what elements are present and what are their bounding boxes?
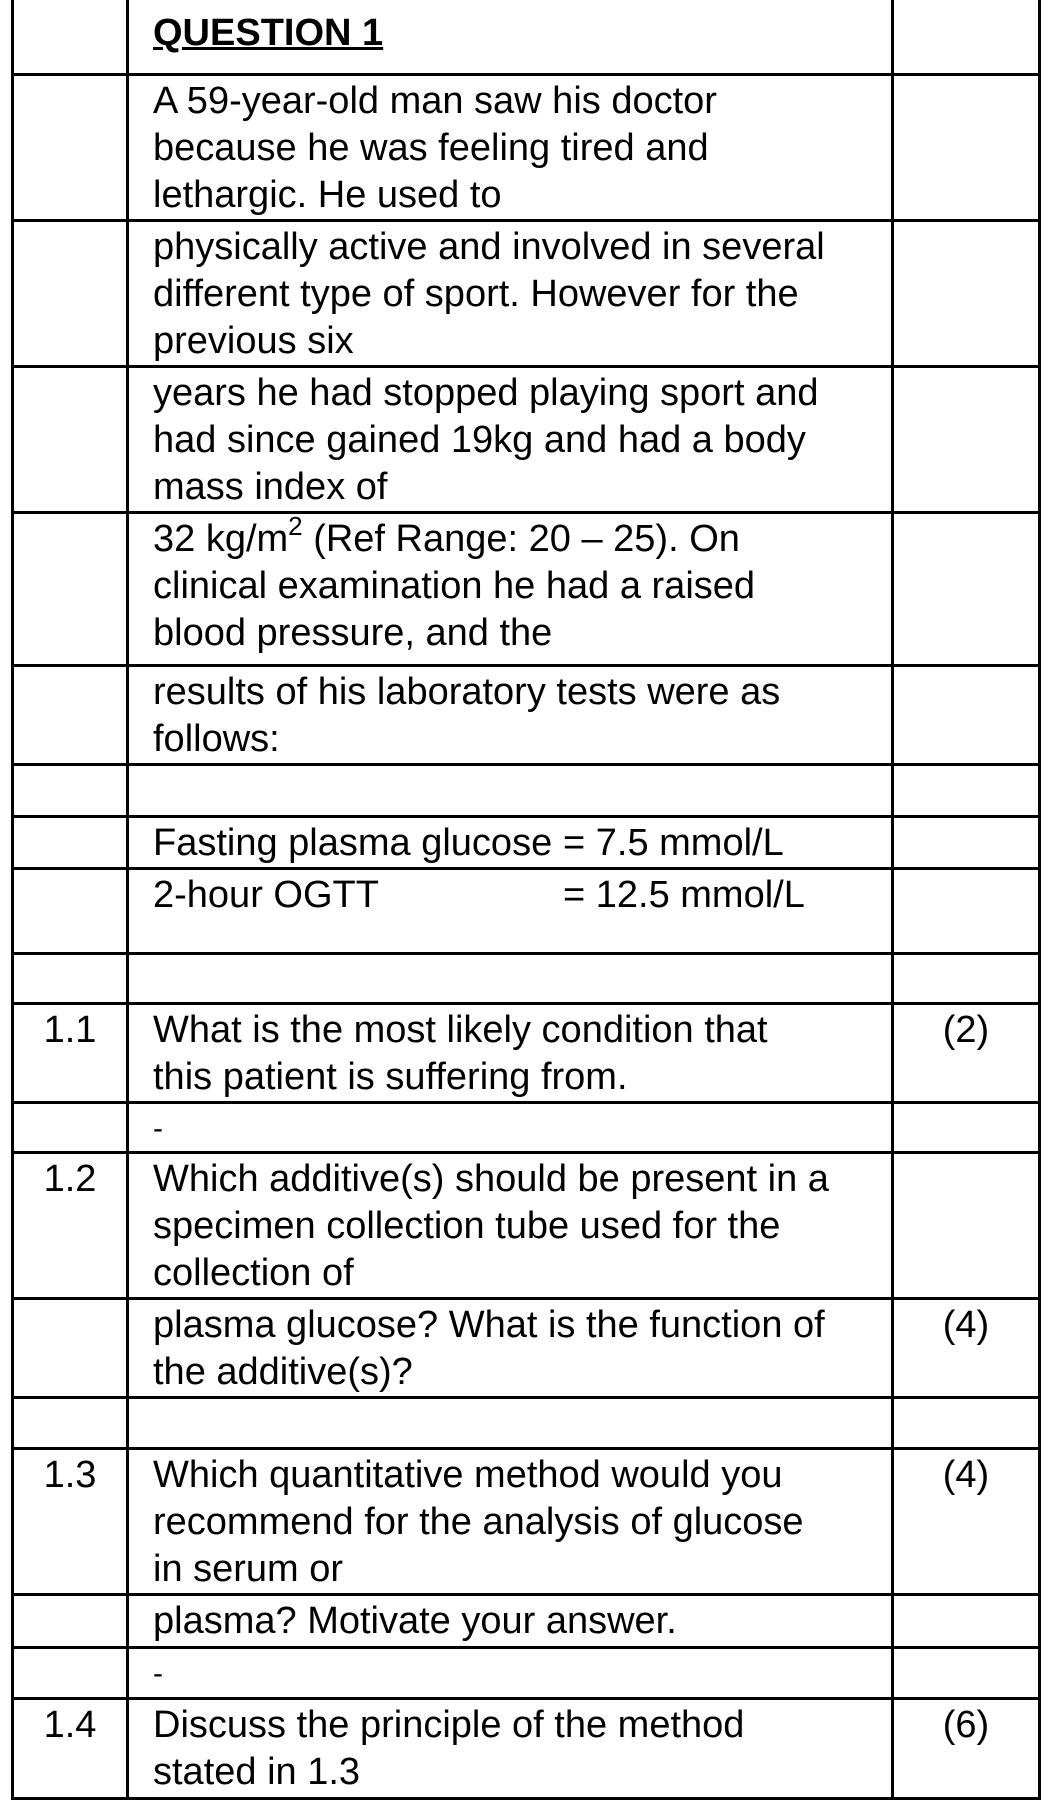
case-line: mass index of [153,466,388,508]
text-cell [128,367,893,513]
case-line: A 59-year-old man saw his doctor [153,80,717,122]
text-cell [128,1153,893,1299]
marks-cell [893,1004,1040,1103]
marks-cell [893,1648,1040,1699]
question-text [129,1450,891,1593]
marks-cell [893,1699,1040,1799]
lab-result [129,870,891,919]
number-cell [13,1699,128,1799]
question-marks: (4) [942,1304,990,1346]
question-heading: QUESTION 1 [153,12,384,54]
question-marks: (4) [942,1454,990,1496]
bmi-line [153,512,881,563]
case-line: results of his laboratory tests were as [153,671,781,713]
marks-cell [893,1595,1040,1648]
marks-cell [893,666,1040,765]
table-row-case [13,513,1040,666]
table-row-case [13,367,1040,513]
question-line: What is the most likely condition that [153,1009,768,1051]
number-cell [13,1299,128,1398]
case-text-2 [129,222,891,365]
marks-cell [893,1103,1040,1153]
number-cell [13,1103,128,1153]
table-row-question [13,1153,1040,1299]
number-cell [13,765,128,817]
table-row-question [13,1004,1040,1103]
text-cell [128,666,893,765]
case-line: follows: [153,718,280,760]
number-cell [13,221,128,367]
marks-cell [893,0,1040,75]
table-row-case [13,666,1040,765]
marks-cell [893,765,1040,817]
number-cell [13,1153,128,1299]
question-line: the additive(s)? [153,1351,413,1393]
text-cell [128,869,893,954]
marks-cell [893,817,1040,869]
table-row-question [13,1699,1040,1799]
number-cell [13,954,128,1004]
text-cell [128,1595,893,1648]
question-text [129,1154,891,1297]
number-cell [13,869,128,954]
question-line: Which additive(s) should be present in a [153,1158,829,1200]
case-line: different type of sport. However for the [153,273,799,315]
text-cell [128,75,893,221]
question-line: this patient is suffering from. [153,1056,628,1098]
table-row-lab [13,869,1040,954]
question-text [129,1005,891,1101]
question-text [129,1700,891,1796]
case-line: previous six [153,320,354,362]
bmi-reference: (Ref Range: 20 – 25). On [302,518,740,560]
table-row-spacer [13,1648,1040,1699]
question-line: plasma? Motivate your answer. [153,1600,677,1642]
bmi-value: 32 kg/m [153,518,289,560]
number-cell [13,1398,128,1449]
text-cell [128,513,893,666]
marks-cell [893,869,1040,954]
question-line: collection of [153,1252,354,1294]
marks-cell [893,221,1040,367]
lab-value: = 12.5 mmol/L [563,874,805,916]
marks-cell [893,367,1040,513]
case-line: because he was feeling tired and [153,127,709,169]
lab-name: 2-hour OGTT [153,874,379,916]
marks-cell [893,1398,1040,1449]
question-marks: (2) [942,1009,990,1051]
marks-cell [893,1299,1040,1398]
number-cell [13,1595,128,1648]
text-cell [128,765,893,817]
marks-cell [893,1449,1040,1595]
question-number: 1.2 [43,1158,97,1200]
question-line: stated in 1.3 [153,1751,361,1793]
question-line: specimen collection tube used for the [153,1205,781,1247]
table-row-spacer [13,954,1040,1004]
question-table [11,0,1041,1800]
table-row-question-cont [13,1595,1040,1648]
question-number: 1.3 [43,1454,97,1496]
case-text-1 [129,76,891,219]
text-cell [128,0,893,75]
number-cell [13,666,128,765]
table-row-question [13,1449,1040,1595]
question-line: plasma glucose? What is the function of [153,1304,825,1346]
lab-name: Fasting plasma glucose [153,822,553,864]
spacer-dash: - [153,1657,163,1690]
text-cell [128,1299,893,1398]
table-row-spacer [13,1103,1040,1153]
case-line: lethargic. He used to [153,174,502,216]
question-marks: (6) [942,1704,990,1746]
text-cell [128,817,893,869]
number-cell [13,0,128,75]
text-cell [128,1398,893,1449]
question-text [129,1596,891,1645]
question-line: in serum or [153,1548,344,1590]
question-number: 1.4 [43,1704,97,1746]
number-cell [13,1449,128,1595]
text-cell [128,1449,893,1595]
case-line: blood pressure, and the [153,612,553,654]
case-line: had since gained 19kg and had a body [153,419,806,461]
lab-result [129,818,891,867]
bmi-unit-superscript: 2 [288,512,303,542]
question-text [129,1300,891,1396]
table-row-heading [13,0,1040,75]
text-cell [128,221,893,367]
table-row-lab [13,817,1040,869]
number-cell [13,1648,128,1699]
spacer-dash: - [153,1112,163,1145]
marks-cell [893,954,1040,1004]
number-cell [13,513,128,666]
table-row-case [13,221,1040,367]
case-text-3 [129,368,891,511]
table-row-question-cont [13,1299,1040,1398]
question-line: Which quantitative method would you [153,1454,783,1496]
table-row-spacer [13,765,1040,817]
question-line: Discuss the principle of the method [153,1704,745,1746]
text-cell [128,1103,893,1153]
lab-value: = 7.5 mmol/L [563,822,784,864]
marks-cell [893,75,1040,221]
case-text-4 [129,514,891,657]
text-cell [128,1648,893,1699]
marks-cell [893,1153,1040,1299]
table-row-spacer [13,1398,1040,1449]
marks-cell [893,513,1040,666]
text-cell [128,1004,893,1103]
table-row-case [13,75,1040,221]
question-line: recommend for the analysis of glucose [153,1501,804,1543]
case-line: years he had stopped playing sport and [153,372,819,414]
text-cell [128,1699,893,1799]
number-cell [13,367,128,513]
number-cell [13,75,128,221]
number-cell [13,1004,128,1103]
number-cell [13,817,128,869]
case-line: clinical examination he had a raised [153,565,756,607]
text-cell [128,954,893,1004]
case-line: physically active and involved in several [153,226,825,268]
question-number: 1.1 [43,1009,97,1051]
case-text-5 [129,667,891,763]
